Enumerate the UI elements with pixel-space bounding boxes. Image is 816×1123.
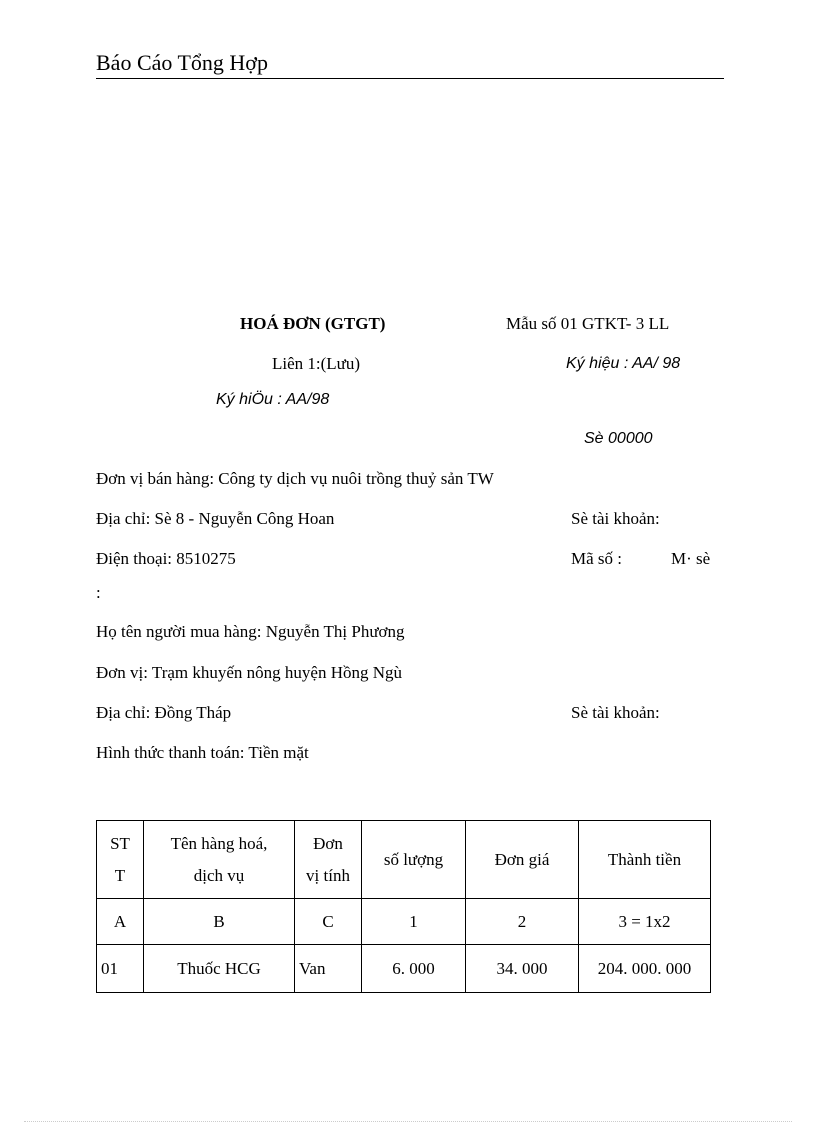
seller-phone: Điện thoại: 8510275 [96, 549, 236, 568]
invoice-items-table [96, 820, 711, 993]
invoice-copy-label: Liên 1:(Lưu) [272, 354, 361, 373]
row-amount: 204. 000. 000 [579, 945, 711, 993]
code-cell: C [295, 899, 362, 945]
header-item-name: Tên hàng hoá, dịch vụ [144, 821, 295, 899]
buyer-name: Họ tên người mua hàng: Nguyễn Thị Phương [96, 622, 405, 641]
invoice-title: HOÁ ĐƠN (GTGT) [240, 314, 386, 333]
header-unit: Đơn vị tính [295, 821, 362, 899]
code-cell: 1 [362, 899, 466, 945]
code-cell: B [144, 899, 295, 945]
header-stt: ST T [97, 821, 144, 899]
invoice-form-number: Mẫu số 01 GTKT- 3 LL [506, 314, 670, 333]
code-cell: A [97, 899, 144, 945]
seller-tax-code-value: M· sè [671, 549, 711, 568]
buyer-address: Địa chỉ: Đồng Tháp [96, 703, 232, 722]
row-unit-price: 34. 000 [466, 945, 579, 993]
invoice-number: Sè 00000 [584, 430, 653, 447]
table-code-row [97, 899, 711, 945]
buyer-unit: Đơn vị: Trạm khuyến nông huyện Hồng Ngù [96, 663, 403, 682]
header-unit-price: Đơn giá [466, 821, 579, 899]
row-quantity: 6. 000 [362, 945, 466, 993]
code-cell: 3 = 1x2 [579, 899, 711, 945]
code-cell: 2 [466, 899, 579, 945]
table-header-row [97, 821, 711, 899]
row-unit: Van [295, 945, 362, 993]
seller-unit: Đơn vị bán hàng: Công ty dịch vụ nuôi trồng thuỷ sản TW [96, 469, 494, 488]
header-divider [96, 78, 724, 79]
row-item-name: Thuốc HCG [144, 945, 295, 993]
page-bottom-divider [24, 1121, 792, 1122]
payment-method: Hình thức thanh toán: Tiền mặt [96, 743, 309, 762]
seller-tax-code-label: Mã số : [571, 549, 622, 568]
tax-code-colon: : [96, 583, 101, 602]
buyer-account: Sè tài khoản: [571, 703, 660, 722]
seller-account: Sè tài khoản: [571, 509, 660, 528]
seller-address: Địa chỉ: Sè 8 - Nguyễn Công Hoan [96, 509, 335, 528]
header-quantity: số lượng [362, 821, 466, 899]
header-amount: Thành tiền [579, 821, 711, 899]
page-header-title: Báo Cáo Tổng Hợp [96, 50, 268, 75]
row-stt: 01 [97, 945, 144, 993]
table-row [97, 945, 711, 993]
invoice-symbol-right: Ký hiệu : AA/ 98 [566, 355, 681, 372]
invoice-symbol-left: Ký hiÖu : AA/98 [216, 391, 330, 408]
